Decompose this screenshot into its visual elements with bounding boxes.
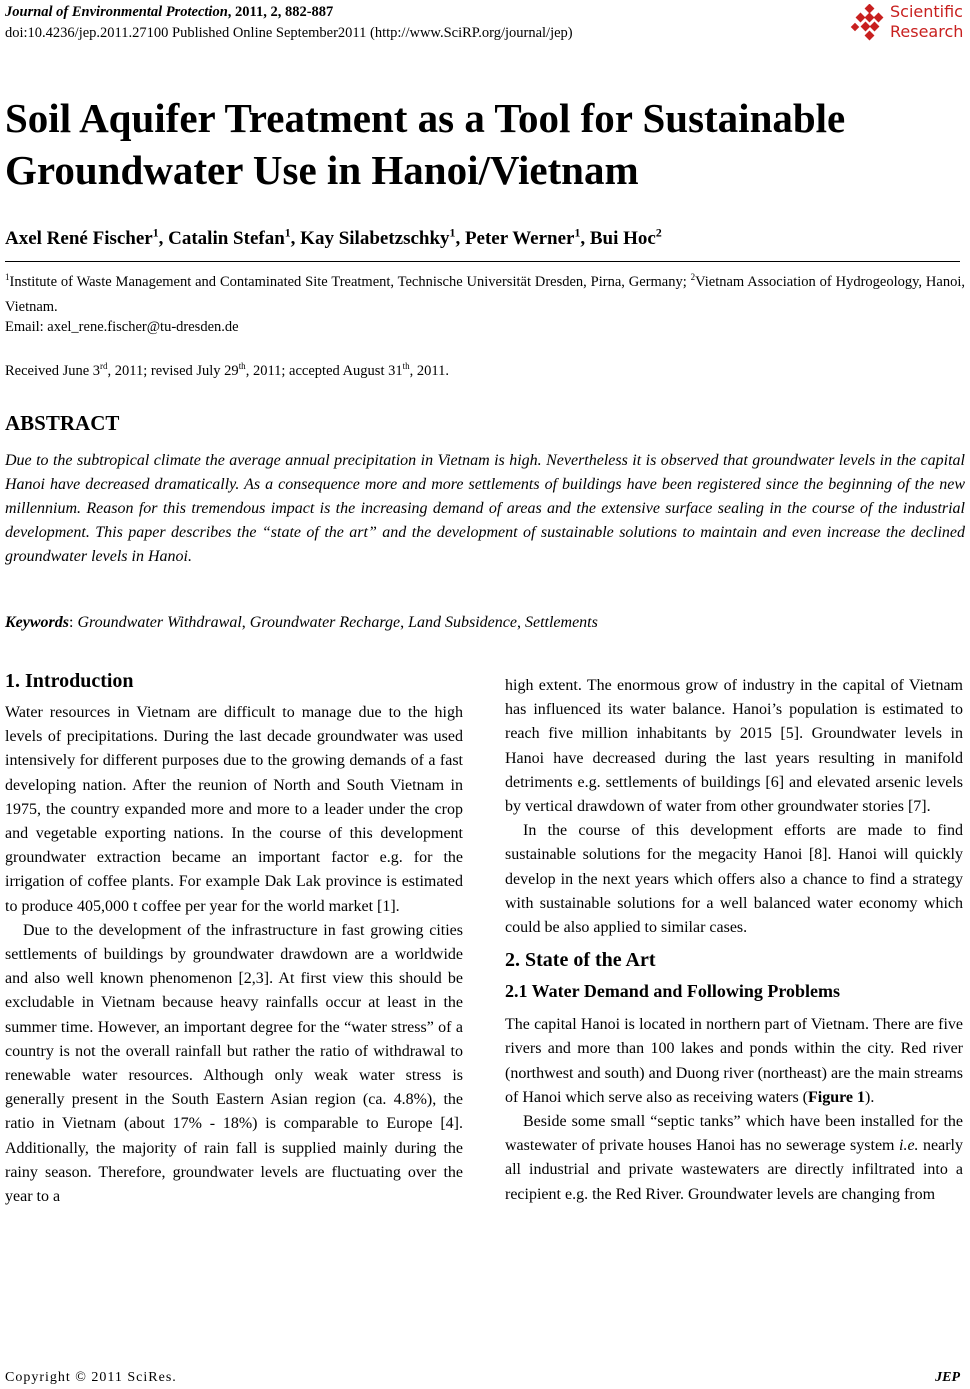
copyright-notice: Copyright © 2011 SciRes. <box>5 1370 177 1385</box>
abstract-text: Due to the subtropical climate the average annual precipitation in Vietnam is high. Nevertheless it is observed that groundwater levels in the capital Hanoi have decreased dramatically. As a consequence more and more settlements of buildings have been registered since the beginning of the new millennium. Reason for this tremendous impact is the increasing demand of areas and the extensive surface sealing in the course of the industrial development. This paper describes the “state of the art” and the development of sustainable solutions to maintain and even increase the declined groundwater levels in Hanoi. <box>5 452 965 565</box>
journal-volume: , 2011, 2, 882-887 <box>227 4 334 20</box>
section-heading-introduction: 1. Introduction <box>5 670 134 692</box>
paragraph: The capital Hanoi is located in northern part of Vietnam. There are five rivers and more than 100 lakes and ponds within the city. Red river (northwest and south) and Duong river (northeast) are the main streams of Hanoi which serve also as receiving waters (Figure 1). <box>505 1016 963 1106</box>
doi-line: doi:10.4236/jep.2011.27100 Published Online September2011 (http://www.SciRP.org/journal/jep) <box>5 25 573 41</box>
paragraph: Due to the development of the infrastructure in fast growing cities settlements of buildings by groundwater drawdown are a worldwide and also well known phenomenon [2,3]. At first view this should be excludable in Vietnam because heavy rainfalls occur at least in the summer time. However, an important degree for the “water stress” of a country is not the overall rainfall but rather the ratio of withdrawal to renewable water resources. Although only weak water stress is generally present in the South Eastern Asian region (ca. 4.8%), the ratio in Vietnam (about 17% - 18%) is comparable to Europe [4]. Additionally, the majority of rain fall is supplied mainly during the rainy season. Therefore, groundwater levels are fluctuating over the year to a <box>5 921 463 1206</box>
journal-abbreviation: JEP <box>935 1370 960 1385</box>
logo-mark-icon <box>850 4 888 42</box>
paragraph: high extent. The enormous grow of industry in the capital of Vietnam has influenced its water balance. Hanoi’s population is estimated to reach five million inhabitants by 2015 [5]. Groundwater levels in Hanoi have decreased during the last years resulting in manifold detriments e.g. settlements of buildings [6] and elevated arsenic levels by vertical drawdown of water from other groundwater stories [7]. <box>505 677 963 816</box>
left-column <box>5 668 463 1209</box>
right-column <box>505 674 963 1207</box>
title-divider <box>5 261 960 262</box>
publisher-logo <box>850 2 968 44</box>
journal-name: Journal of Environmental Protection <box>5 4 228 20</box>
received-dates: Received June 3rd, 2011; revised July 29th, 2011; accepted August 31th, 2011. <box>5 361 449 379</box>
affiliations: $^1$Institute of Waste Management and Contaminated Site Treatment, Technische Universität Dresden, Pirna, Germany; $^2$Vietnam Association of Hydrogeology, Hanoi, Vietnam. <box>5 272 965 315</box>
paragraph: Beside some small “septic tanks” which have been installed for the wastewater of private houses Hanoi has no sewerage system i.e. nearly all industrial and private wastewaters are directly infiltrated into a recipient e.g. the Red River. Groundwater levels are changing from <box>505 1113 964 1203</box>
section-heading-state-of-art: 2. State of the Art <box>505 949 656 972</box>
paragraph: In the course of this development efforts are made to find sustainable solutions for the megacity Hanoi [8]. Hanoi will quickly develop in the next years which offers also a chance to find a strategy with sustainable solutions for a well balanced water economy which could be also applied to similar cases. <box>505 822 963 937</box>
logo-wordmark: Scientific Research <box>890 2 964 41</box>
author-list: Axel René Fischer$^1$, Catalin Stefan$^1$, Kay Silabetzschky$^1$, Peter Werner$^1$, Bui Hoc$^2$ <box>5 226 662 249</box>
paragraph: Water resources in Vietnam are difficult to manage due to the high levels of precipitations. During the last decade groundwater was used intensively for different purposes due to the growing demands of a fast developing nation. After the reunion of North and South Vietnam in 1975, the country expanded more and more to a leader under the crop and vegetable exporting nations. In the course of this development groundwater extraction became an important factor e.g. for the irrigation of coffee plants. For example Dak Lak province is estimated to produce 405,000 t coffee per year for the world market [1]. <box>5 704 463 915</box>
paper-title: Soil Aquifer Treatment as a Tool for Sustainable Groundwater Use in Hanoi/Vietnam <box>5 95 846 193</box>
keywords: Keywords: Groundwater Withdrawal, Groundwater Recharge, Land Subsidence, Settlements <box>5 614 598 631</box>
figure-reference-link[interactable]: Figure 1 <box>808 1088 866 1106</box>
journal-header <box>5 2 573 44</box>
abstract-heading: ABSTRACT <box>5 411 120 435</box>
subsection-heading: 2.1 Water Demand and Following Problems <box>505 981 841 1002</box>
contact-email: Email: axel_rene.fischer@tu-dresden.de <box>5 319 239 335</box>
page-footer <box>5 1370 965 1386</box>
